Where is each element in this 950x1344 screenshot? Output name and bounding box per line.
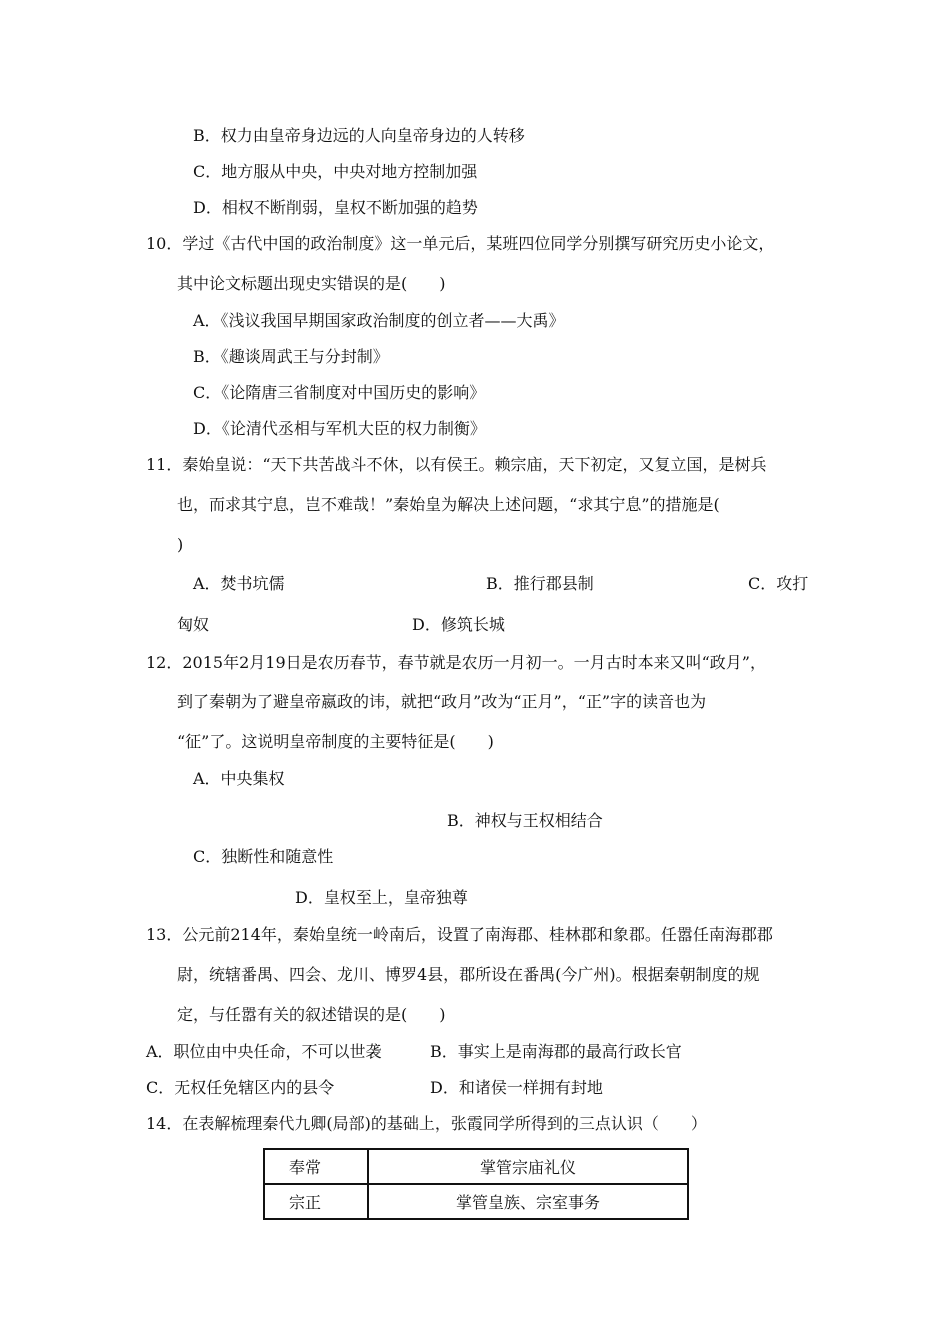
q13-option-a: A．职位由中央任命，不可以世袭: [146, 1042, 382, 1061]
q12-stem-line-3: “征”了。这说明皇帝制度的主要特征是( ): [177, 732, 494, 751]
q12-option-d: D．皇权至上，皇帝独尊: [295, 888, 468, 907]
q13-stem-line-1: 13．公元前214年，秦始皇统一岭南后，设置了南海郡、桂林郡和象郡。任嚣任南海郡郡: [146, 925, 773, 944]
nine-ministers-table: [263, 1148, 689, 1220]
q13-stem-line-2: 尉，统辖番禺、四会、龙川、博罗4县，郡所设在番禺(今广州)。根据秦朝制度的规: [177, 965, 760, 984]
q12-option-a: A．中央集权: [193, 769, 285, 788]
table-row: [264, 1149, 688, 1184]
q13-option-d: D．和诸侯一样拥有封地: [430, 1078, 603, 1097]
q12-option-c: C．独断性和随意性: [193, 847, 334, 866]
table-cell-office: 奉常: [264, 1149, 368, 1184]
table-row: [264, 1184, 688, 1219]
q13-stem-line-3: 定，与任嚣有关的叙述错误的是( ): [177, 1005, 446, 1024]
q10-option-d: D．《论清代丞相与军机大臣的权力制衡》: [193, 419, 486, 438]
q12-stem-line-1: 12．2015年2月19日是农历春节，春节就是农历一月初一。一月古时本来又叫“政月”，: [146, 653, 766, 672]
q10-option-b: B．《趣谈周武王与分封制》: [193, 347, 389, 366]
q10-stem-line-1: 10．学过《古代中国的政治制度》这一单元后，某班四位同学分别撰写研究历史小论文，: [146, 234, 775, 253]
q12-option-b: B．神权与王权相结合: [447, 811, 603, 830]
q11-option-b: B．推行郡县制: [486, 574, 594, 593]
q11-stem-line-1: 11．秦始皇说：“天下共苦战斗不休，以有侯王。赖宗庙，天下初定，又复立国，是树兵: [146, 455, 767, 474]
q11-option-c-part-1: C．攻打: [748, 574, 809, 593]
q10-stem-line-2: 其中论文标题出现史实错误的是( ): [177, 274, 446, 293]
q10-option-a: A．《浅议我国早期国家政治制度的创立者——大禹》: [193, 311, 565, 330]
table-cell-duty: 掌管宗庙礼仪: [368, 1149, 688, 1184]
q13-option-b: B．事实上是南海郡的最高行政长官: [430, 1042, 682, 1061]
q11-stem-line-2: 也，而求其宁息，岂不难哉！”秦始皇为解决上述问题，“求其宁息”的措施是(: [177, 495, 720, 514]
q9-option-c: C．地方服从中央，中央对地方控制加强: [193, 162, 478, 181]
q11-stem-line-3: ): [177, 535, 184, 554]
table-cell-office: 宗正: [264, 1184, 368, 1219]
q11-option-c-part-2: 匈奴: [177, 615, 210, 634]
q9-option-d: D．相权不断削弱，皇权不断加强的趋势: [193, 198, 478, 217]
q11-option-d: D．修筑长城: [412, 615, 505, 634]
q9-option-b: B．权力由皇帝身边远的人向皇帝身边的人转移: [193, 126, 525, 145]
q13-option-c: C．无权任免辖区内的县令: [146, 1078, 335, 1097]
q10-option-c: C．《论隋唐三省制度对中国历史的影响》: [193, 383, 486, 402]
q12-stem-line-2: 到了秦朝为了避皇帝嬴政的讳，就把“政月”改为“正月”，“正”字的读音也为: [177, 692, 707, 711]
q14-stem: 14．在表解梳理秦代九卿(局部)的基础上，张霞同学所得到的三点认识（ ）: [146, 1114, 707, 1133]
q11-option-a: A．焚书坑儒: [193, 574, 285, 593]
table-cell-duty: 掌管皇族、宗室事务: [368, 1184, 688, 1219]
